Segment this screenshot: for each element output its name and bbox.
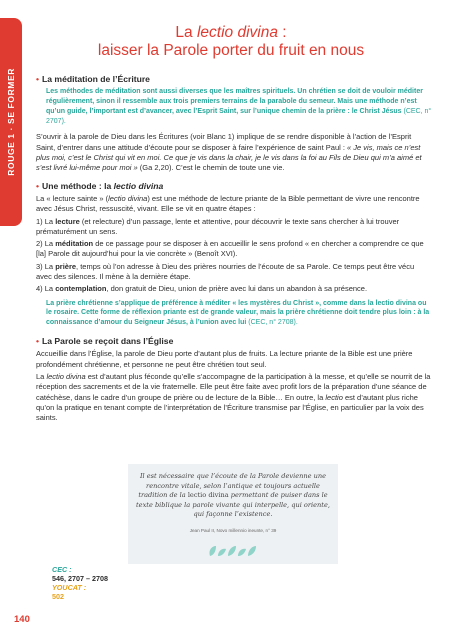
section-title-meditation: • La méditation de l’Écriture: [36, 74, 150, 84]
step-item: 2) La méditation de ce passage pour se disposer à en accueillir le sens profond « en chercher a comprendre ce que [la] Parole dit aujourd’hui pour la vie concrète » (Benoît XVI).: [36, 239, 424, 259]
teal-callout-1: Les méthodes de méditation sont aussi diverses que les maîtres spirituels. Un chrétien se doit de vouloir méditer régulièrement, sinon il ressemble aux trois premiers terrains de la parabole du semeur. Mais une méthode n’est qu’un guide, l’important est d’avancer, avec l’Esprit Saint, sur l’unique chemin de la prière : le Christ Jésus (CEC, n° 2707).: [46, 88, 432, 125]
step-item: 1) La lecture (et relecture) d’un passage, lente et attentive, pour découvrir le texte sans chercher à lui trouver prématurément un sens.: [36, 216, 400, 236]
step-item: 4) La contemplation, don gratuit de Dieu, union de prière avec lui dans un abandon à sa présence.: [36, 284, 368, 294]
cec-value: 546, 2707 – 2708: [52, 574, 108, 583]
paragraph-1: S’ouvrir à la parole de Dieu dans les Écritures (voir Blanc 1) implique de se rendre disponible à l’action de l’Esprit Saint, d’entrer dans une attitude d’écoute pour se disposer à faire l’expérience de saint Paul : « Je vis, mais ce n’est plus moi, c’est le Christ qui vit en moi. Ce que je vis dans la chair, je le vis dans la foi au Fils de Dieu qui m’a aimé et s’est livré lui-même pour moi » (Ga 2,20). C’est le chemin de toute une vie.: [36, 132, 422, 173]
youcat-value: 502: [52, 592, 64, 601]
step-item: 3) La prière, temps où l’on adresse à Dieu des prières nourries de l’écoute de sa Parole. Ce temps peut être vécu avec des silences. Il mène à la dernière étape.: [36, 261, 415, 282]
leaf-ornament-icon: [206, 544, 260, 558]
page-number: 140: [14, 614, 30, 625]
bullet-icon: •: [36, 336, 40, 347]
quote-box: [128, 464, 338, 564]
section-title-method: • Une méthode : la lectio divina: [36, 180, 164, 191]
method-intro: La « lecture sainte » (lectio divina) est une méthode de lecture priante de la Bible permettant de vivre une rencontre avec Jésus Christ, ressuscité, vivant. Elle se vit en quatre étapes :: [36, 193, 420, 214]
main-content: [36, 68, 432, 425]
bullet-icon: •: [36, 74, 40, 84]
teal-callout-2: La prière chrétienne s’applique de préférence à méditer « les mystères du Christ », comme dans la lectio divina ou le rosaire. Cette forme de réflexion priante est de grande valeur, mais la prière chrétienne doit tendre plus loin : à la connaissance d’amour du Seigneur Jésus, à l’union avec lui (CEC, n° 2708).: [46, 299, 430, 327]
youcat-label: YOUCAT :: [52, 583, 87, 592]
quote-reference: Jean Paul II, Novo millennio ineunte, n° 39: [189, 528, 277, 533]
paragraph-church-1: Accueillie dans l’Église, la parole de Dieu porte d’autant plus de fruits. La lecture priante de la Bible est une prière profondément chrétienne, et personne ne peut être chrétien tout seul.: [36, 349, 413, 369]
bullet-icon: •: [36, 180, 40, 191]
page-title-line2: laisser la Parole porter du fruit en nous: [97, 42, 365, 59]
side-tab-label: ROUGE 1 · SE FORMER: [6, 68, 16, 176]
side-chapter-tab: [0, 18, 22, 226]
quote-text: Il est nécessaire que l’écoute de la Parole devienne une rencontre vitale, selon l’antique et toujours actuelle tradition de la lectio divina permettant de puiser dans le texte biblique la parole vivante qui interpelle, qui oriente, qui façonne l’existence.: [136, 472, 330, 519]
catechism-references: [52, 565, 108, 601]
page-title: La lectio divina : laisser la Parole porter du fruit en nous: [97, 24, 365, 59]
paragraph-church-2: La lectio divina est d’autant plus féconde qu’elle s’accompagne de la participation à la messe, et qu’elle se nourrit de la réception des sacrements et de la vie fraternelle. Elle peut être faite avec profit lors de la préparation d’une séance de catéchèse, dans le cadre d’un groupe de prière ou de lecture de la Bible… En outre, la lectio est d’autant plus riche qu’on la pratique en tenant compte de l’interprétation de l’Écriture transmise par l’Église, en particulier par la voix des saints.: [36, 371, 431, 423]
section-title-church: • La Parole se reçoit dans l’Église: [36, 336, 174, 347]
cec-label: CEC :: [52, 565, 72, 574]
